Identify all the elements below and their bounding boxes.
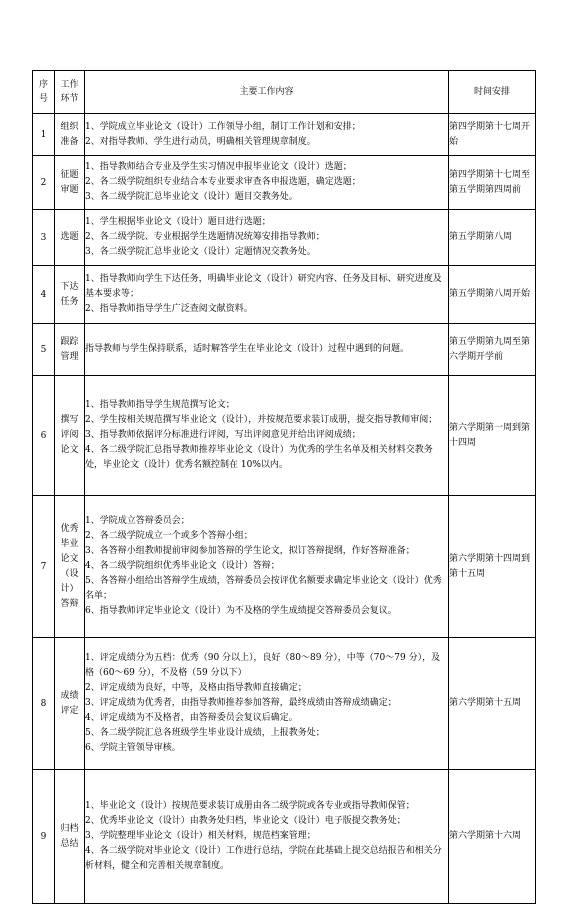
work-stage: 归档总结 [60, 823, 79, 849]
work-stage-cell [55, 324, 85, 376]
work-content-item: 5、各二级学院汇总各班级学生毕业设计成绩，上报教务处； [85, 728, 325, 738]
work-content-item: 4、各二级学院组织优秀毕业论文（设计）答辩； [85, 561, 280, 571]
work-stage: 跟踪管理 [60, 336, 79, 362]
schedule-time-cell [449, 114, 536, 156]
work-stage: 征题审题 [60, 169, 79, 195]
work-stage-cell [55, 770, 85, 904]
work-stage: 选题 [60, 232, 79, 242]
schedule-time: 第五学期第九周至第六学期开学前 [449, 336, 531, 362]
work-content-item: 3、评定成绩为优秀者，由指导教师推荐参加答辩，最终成绩由答辩成绩确定； [85, 698, 397, 708]
schedule-time: 第六学期第十四周到第十五周 [449, 553, 531, 579]
work-content-item: 4、评定成绩为不及格者，由答辩委员会复议后确定。 [85, 713, 298, 723]
work-stage: 撰写评阅论文 [60, 415, 79, 455]
table-row [33, 324, 536, 376]
schedule-time: 第六学期第十六周 [449, 831, 522, 841]
schedule-time-cell [449, 496, 536, 638]
work-content-cell [85, 266, 449, 324]
work-stage: 成绩评定 [60, 690, 79, 716]
schedule-time-cell [449, 210, 536, 266]
work-content-cell [85, 496, 449, 638]
schedule-time: 第五学期第八周 [449, 232, 513, 242]
work-content-item: 1、学院成立答辩委员会； [85, 516, 190, 526]
table-row [33, 114, 536, 156]
schedule-time: 第六学期第十五周 [449, 698, 522, 708]
work-content-item: 1、评定成绩分为五档：优秀（90 分以上），良好（80～89 分），中等（70～79 分），及格（60～69 分），不及格（59 分以下） [85, 653, 441, 678]
row-number: 8 [33, 638, 55, 770]
header-no: 序号 [33, 71, 55, 114]
work-content-item: 6、指导教师评定毕业论文（设计）为不及格的学生成绩提交答辩委员会复议。 [85, 606, 397, 616]
work-content-cell [85, 324, 449, 376]
work-content-item: 指导教师与学生保持联系，适时解答学生在毕业论文（设计）过程中遇到的问题。 [85, 344, 410, 354]
work-content-cell [85, 210, 449, 266]
work-content-cell [85, 770, 449, 904]
work-content-item: 2、评定成绩为良好，中等，及格由指导教师直接确定； [85, 683, 307, 693]
work-stage-cell [55, 156, 85, 210]
row-number: 7 [33, 496, 55, 638]
work-stage-cell [55, 266, 85, 324]
schedule-time-cell [449, 156, 536, 210]
work-content-item: 1、学院成立毕业论文（设计）工作领导小组，制订工作计划和安排； [85, 121, 361, 132]
work-content-item: 3、各二级学院汇总毕业论文（设计）题目交教务处。 [85, 192, 298, 202]
work-content-cell [85, 376, 449, 496]
work-content-item: 1、学生根据毕业论文（设计）题目进行选题； [85, 217, 271, 227]
table-row [33, 496, 536, 638]
work-stage-cell [55, 496, 85, 638]
table-body [33, 114, 536, 904]
header-time: 时间安排 [449, 71, 536, 114]
row-number: 3 [33, 210, 55, 266]
table-row [33, 156, 536, 210]
thesis-schedule-table [32, 70, 536, 904]
schedule-time-cell [449, 638, 536, 770]
row-number: 6 [33, 376, 55, 496]
row-number: 2 [33, 156, 55, 210]
table-header [33, 71, 536, 114]
work-stage: 组织准备 [60, 121, 79, 147]
work-stage-cell [55, 114, 85, 156]
header-content: 主要工作内容 [85, 71, 449, 114]
table-row [33, 266, 536, 324]
work-content-item: 1、指导教师向学生下达任务，明确毕业论文（设计）研究内容、任务及目标、研究进度及基本要求等； [85, 274, 442, 299]
work-stage-cell [55, 376, 85, 496]
work-content-item: 2、各二级学院成立一个或多个答辩小组； [85, 531, 253, 541]
work-stage-cell [55, 210, 85, 266]
schedule-time: 第六学期第一周到第十四周 [449, 422, 531, 448]
row-number: 5 [33, 324, 55, 376]
work-content-item: 2、各二级学院、专业根据学生选题情况统筹安排指导教师； [85, 232, 325, 242]
row-number: 1 [33, 114, 55, 156]
row-number: 9 [33, 770, 55, 904]
work-content-item: 4、各二级学院汇总指导教师推荐毕业论文（设计）为优秀的学生名单及相关材料交教务处，毕业论文（设计）优秀名额控制在 10%以内。 [85, 445, 433, 470]
work-content-item: 2、优秀毕业论文（设计）由教务处归档，毕业论文（设计）电子版提交教务处； [85, 816, 406, 826]
work-content-item: 4、各二级学院对毕业论文（设计）工作进行总结，学院在此基础上提交总结报告和相关分析材料，健全和完善相关规章制度。 [85, 846, 442, 871]
work-stage: 优秀毕业论文（设计）答辩 [60, 523, 79, 609]
schedule-time: 第四学期第十七周开始 [449, 121, 531, 147]
schedule-time: 第四学期第十七周至第五学期第四周前 [449, 169, 531, 195]
schedule-time: 第五学期第八周开始 [449, 289, 531, 299]
header-stage: 工作环节 [55, 71, 85, 114]
work-content-item: 2、指导教师指导学生广泛查阅文献资料。 [85, 304, 253, 314]
table-row [33, 638, 536, 770]
work-content-item: 1、指导教师指导学生规范撰写论文； [85, 400, 235, 410]
work-content-item: 5、各答辩小组给出答辩学生成绩，答辩委员会按评优名额要求确定毕业论文（设计）优秀名单； [85, 576, 442, 601]
work-content-item: 1、毕业论文（设计）按规范要求装订成册由各二级学院或各专业或指导教师保管； [85, 801, 415, 811]
schedule-time-cell [449, 376, 536, 496]
work-content-item: 2、对指导教师、学生进行动员，明确相关管理规章制度。 [85, 136, 316, 147]
header-row [33, 71, 536, 114]
work-content-item: 2、各二级学院组织专业结合本专业要求审查各申报选题，确定选题； [85, 177, 361, 187]
schedule-page [32, 70, 535, 904]
work-content-item: 3、各二级学院汇总毕业论文（设计）定题情况交教务处。 [85, 247, 316, 257]
row-number: 4 [33, 266, 55, 324]
work-content-cell [85, 114, 449, 156]
work-content-cell [85, 638, 449, 770]
work-stage-cell [55, 638, 85, 770]
schedule-time-cell [449, 266, 536, 324]
schedule-time-cell [449, 324, 536, 376]
work-content-item: 3、各答辩小组教师提前审阅参加答辩的学生论文，拟订答辩提纲，作好答辩准备； [85, 546, 415, 556]
work-stage: 下达任务 [60, 281, 79, 307]
table-row [33, 210, 536, 266]
work-content-item: 3、学院整理毕业论文（设计）相关材料，规范档案管理； [85, 831, 316, 841]
work-content-item: 3、指导教师依据评分标准进行评阅，写出评阅意见并给出评阅成绩； [85, 430, 361, 440]
work-content-cell [85, 156, 449, 210]
work-content-item: 2、学生按相关规范撰写毕业论文（设计），并按规范要求装订成册，提交指导教师审阅； [85, 415, 438, 425]
work-content-item: 1、指导教师结合专业及学生实习情况申报毕业论文（设计）选题； [85, 162, 352, 172]
table-row [33, 376, 536, 496]
work-content-item: 6、学院主管领导审核。 [85, 743, 181, 753]
table-row [33, 770, 536, 904]
schedule-time-cell [449, 770, 536, 904]
